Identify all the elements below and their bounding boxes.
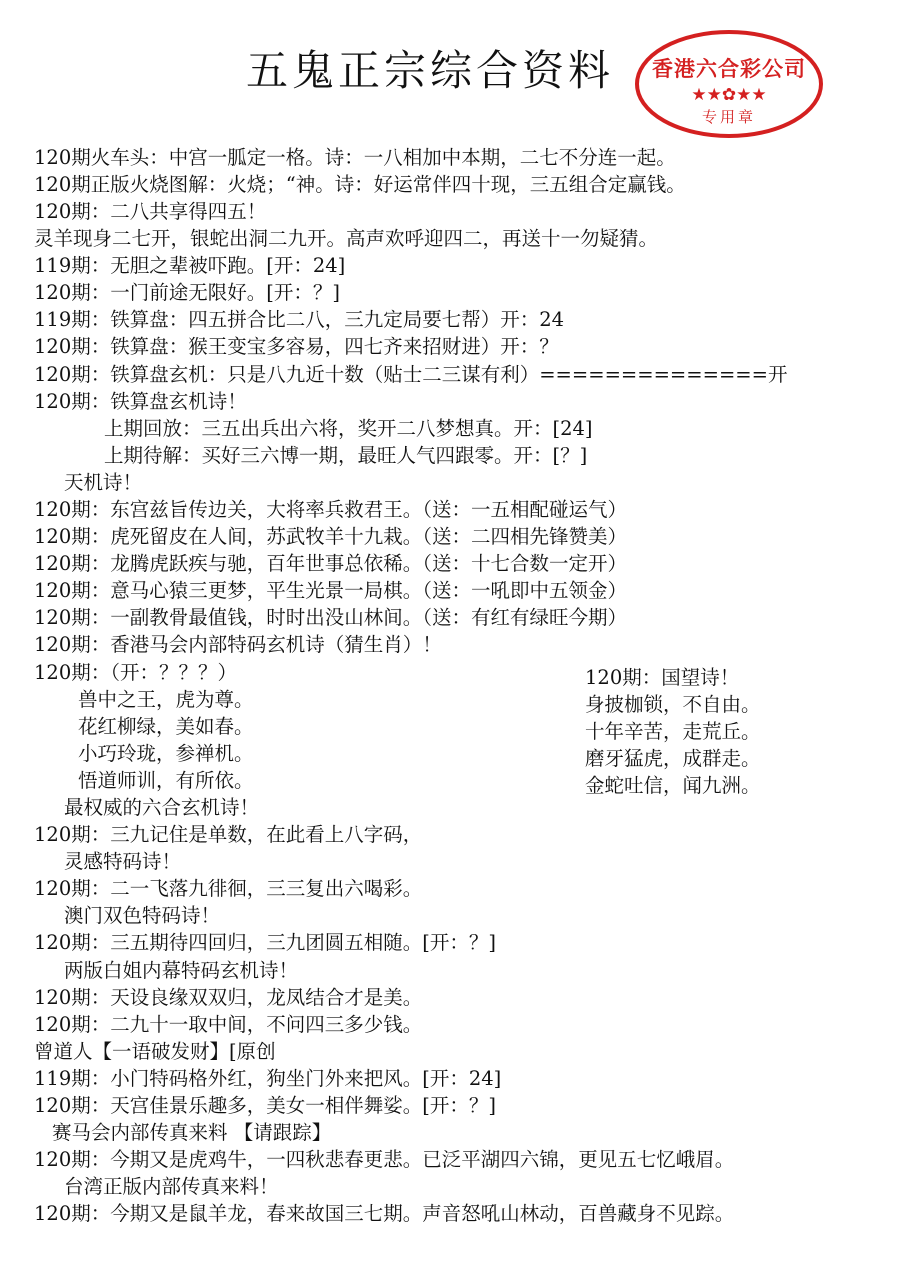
text-line: 120期：二九十一取中间，不问四三多少钱。 [34, 1013, 423, 1036]
section-heading: 曾道人【一语破发财】[原创 [34, 1040, 276, 1063]
text-line: 120期：龙腾虎跃疾与驰，百年世事总依稀。（送：十七合数一定开） [34, 552, 627, 575]
section-heading: 天机诗！ [64, 471, 143, 494]
text-line: 灵羊现身二七开，银蛇出洞二九开。高声欢呼迎四二，再送十一勿疑猜。 [34, 227, 659, 250]
text-line: 120期：虎死留皮在人间，苏武牧羊十九栽。（送：二四相先锋赞美） [34, 525, 627, 548]
text-line: 120期：二一飞落九徘徊，三三复出六喝彩。 [34, 877, 423, 900]
poem-line: 花红柳绿，美如春。 [78, 715, 254, 738]
text-line: 120期：铁算盘玄机诗！ [34, 390, 247, 413]
text-line: 119期：小门特码格外红，狗坐门外来把风。[开：24] [34, 1067, 502, 1090]
right-poem-line: 身披枷锁，不自由。 [585, 693, 761, 716]
text-line: 120期：今期又是虎鸡牛，一四秋悲春更悲。已泛平湖四六锦，更见五七忆峨眉。 [34, 1148, 735, 1171]
right-poem-line: 磨牙猛虎，成群走。 [585, 747, 761, 770]
text-line: 120期：三九记住是单数，在此看上八字码， [34, 823, 423, 846]
right-poem-line: 金蛇吐信，闻九洲。 [585, 774, 761, 797]
text-line: 120期：今期又是鼠羊龙，春来故国三七期。声音怒吼山林动，百兽藏身不见踪。 [34, 1202, 735, 1225]
text-line: 120期：香港马会内部特码玄机诗（猜生肖）！ [34, 633, 442, 656]
text-line: 120期：铁算盘玄机：只是八九近十数（贴士二三谋有利）==============开 [34, 363, 788, 386]
text-line: 120期正版火烧图解：火烧；“神。诗：好运常伴四十现，三五组合定赢钱。 [34, 173, 686, 196]
text-line: 120期：铁算盘：猴王变宝多容易，四七齐来招财进）开：？ [34, 335, 559, 358]
text-line: 上期待解：买好三六博一期，最旺人气四跟零。开：[？] [104, 444, 588, 467]
section-heading: 赛马会内部传真来料 【请跟踪】 [52, 1121, 332, 1144]
text-line: 120期：天设良缘双双归，龙凤结合才是美。 [34, 986, 423, 1009]
poem-line: 小巧玲珑，参禅机。 [78, 742, 254, 765]
text-line: 119期：铁算盘：四五拼合比二八，三九定局要七帮）开：24 [34, 308, 565, 331]
poem-line: 兽中之王，虎为尊。 [78, 688, 254, 711]
section-heading: 最权威的六合玄机诗！ [64, 796, 260, 819]
section-heading: 澳门双色特码诗！ [64, 904, 221, 927]
text-line: 120期：东宫兹旨传边关，大将率兵救君王。（送：一五相配碰运气） [34, 498, 627, 521]
svg-text:★★✿★★: ★★✿★★ [691, 85, 767, 105]
text-line: 120期火车头：中宫一胍定一格。诗：一八相加中本期，二七不分连一起。 [34, 146, 676, 169]
section-heading: 两版白姐内幕特码玄机诗！ [64, 959, 299, 982]
section-heading: 灵感特码诗！ [64, 850, 182, 873]
svg-text:专用章: 专用章 [701, 108, 757, 126]
section-heading: 台湾正版内部传真来料！ [64, 1175, 279, 1198]
text-line: 120期：三五期待四回归，三九团圆五相随。[开：？] [34, 931, 496, 954]
page-title: 五鬼正宗综合资料 [245, 46, 614, 95]
text-line: 120期：天宫佳景乐趣多，美女一相伴舞娑。[开：？] [34, 1094, 496, 1117]
right-poem-line: 十年辛苦，走荒丘。 [585, 720, 761, 743]
text-line: 119期：无胆之辈被吓跑。[开：24] [34, 254, 346, 277]
text-line: 120期：一副教骨最值钱，时时出没山林间。（送：有红有绿旺今期） [34, 606, 627, 629]
text-line: 120期：一门前途无限好。[开：？] [34, 281, 340, 304]
text-line: 上期回放：三五出兵出六将，奖开二八梦想真。开：[24] [104, 417, 593, 440]
text-line: 120期：（开：？？？） [34, 661, 237, 684]
svg-text:香港六合彩公司: 香港六合彩公司 [652, 57, 806, 81]
text-line: 120期：意马心猿三更梦，平生光景一局棋。（送：一吼即中五领金） [34, 579, 627, 602]
right-poem-title: 120期：国望诗！ [585, 666, 740, 689]
text-line: 120期：二八共享得四五！ [34, 200, 267, 223]
poem-line: 悟道师训，有所依。 [78, 769, 254, 792]
